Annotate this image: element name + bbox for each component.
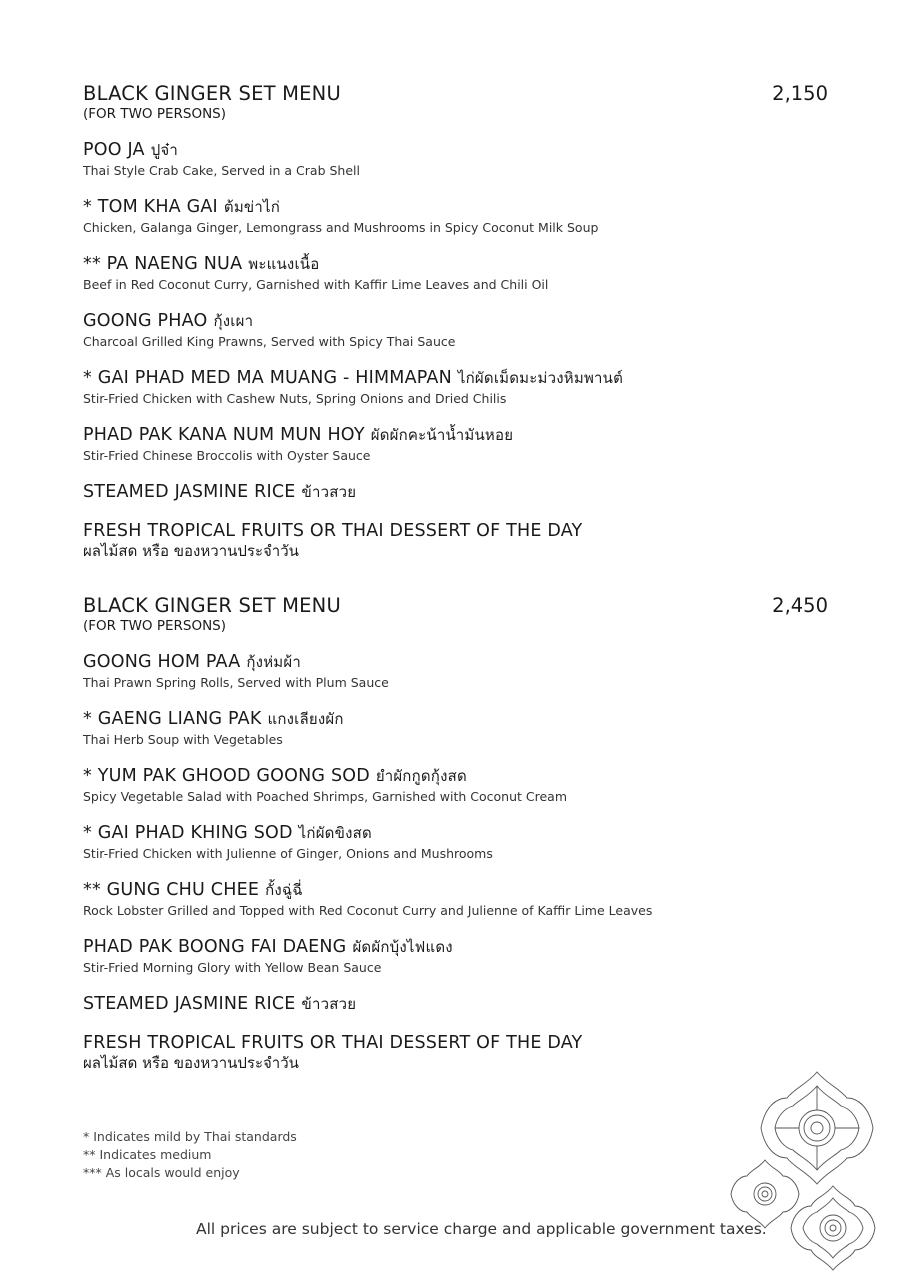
spice-footnotes — [83, 1128, 297, 1182]
set-header — [83, 594, 828, 617]
footnote-mild: * Indicates mild by Thai standards — [83, 1129, 297, 1144]
item-description: Charcoal Grilled King Prawns, Served with Spicy Thai Sauce — [83, 334, 456, 349]
item-thai-name: แกงเลียงผัก — [267, 710, 344, 728]
footnote-medium: ** Indicates medium — [83, 1147, 212, 1162]
item-description: Chicken, Galanga Ginger, Lemongrass and Mushrooms in Spicy Coconut Milk Soup — [83, 220, 599, 235]
set-menu — [83, 594, 828, 1073]
item-description: Thai Prawn Spring Rolls, Served with Plum Sauce — [83, 675, 389, 690]
set-title: BLACK GINGER SET MENU — [83, 82, 341, 105]
menu-item — [83, 1032, 828, 1073]
item-name: * GAI PHAD KHING SOD — [83, 823, 293, 843]
item-name: PHAD PAK KANA NUM MUN HOY — [83, 425, 365, 445]
item-name: POO JA — [83, 140, 145, 160]
menu-item — [83, 765, 828, 805]
set-price: 2,450 — [772, 594, 828, 617]
item-name: ** PA NAENG NUA — [83, 254, 243, 274]
menu-item — [83, 253, 828, 293]
set-price: 2,150 — [772, 82, 828, 105]
item-name: PHAD PAK BOONG FAI DAENG — [83, 937, 347, 957]
item-name-line — [83, 310, 828, 332]
set-subtitle: (FOR TWO PERSONS) — [83, 618, 227, 634]
set-subtitle: (FOR TWO PERSONS) — [83, 106, 227, 122]
set-title: BLACK GINGER SET MENU — [83, 594, 341, 617]
item-name: * YUM PAK GHOOD GOONG SOD — [83, 766, 370, 786]
menu-item — [83, 481, 828, 503]
item-thai-name: พะแนงเนื้อ — [248, 255, 320, 273]
item-thai-name: ยำผักกูดกุ้งสด — [375, 767, 467, 785]
item-name-line — [83, 651, 828, 673]
item-name: FRESH TROPICAL FRUITS OR THAI DESSERT OF THE DAY — [83, 1033, 583, 1053]
item-thai-name: ข้าวสวย — [301, 483, 357, 501]
item-name: * GAENG LIANG PAK — [83, 709, 262, 729]
item-description: Stir-Fried Chicken with Cashew Nuts, Spring Onions and Dried Chilis — [83, 391, 507, 406]
item-name-line — [83, 196, 828, 218]
item-thai-name: กุ้งห่มผ้า — [246, 653, 301, 671]
menu-item — [83, 879, 828, 919]
item-name-line — [83, 520, 828, 542]
menu-item — [83, 424, 828, 464]
menu-item — [83, 139, 828, 179]
item-name-line — [83, 936, 828, 958]
item-name: ** GUNG CHU CHEE — [83, 880, 260, 900]
item-description: Spicy Vegetable Salad with Poached Shrimps, Garnished with Coconut Cream — [83, 789, 567, 804]
item-name-line — [83, 765, 828, 787]
menu-item — [83, 822, 828, 862]
item-name-line — [83, 708, 828, 730]
item-name-line — [83, 139, 828, 161]
menu-page — [83, 82, 828, 1073]
item-thai-name: ปูจ๋า — [150, 141, 179, 159]
item-name-line — [83, 367, 828, 389]
set-header — [83, 82, 828, 105]
set-menu — [83, 82, 828, 561]
item-name: * TOM KHA GAI — [83, 197, 218, 217]
item-thai-line: ผลไม้สด หรือ ของหวานประจำวัน — [83, 1054, 299, 1072]
menu-item — [83, 196, 828, 236]
item-name-line — [83, 822, 828, 844]
item-name: STEAMED JASMINE RICE — [83, 994, 296, 1014]
item-thai-name: ผัดผักคะน้าน้ำมันหอย — [370, 426, 514, 444]
menu-item — [83, 367, 828, 407]
item-thai-name: ข้าวสวย — [301, 995, 357, 1013]
item-thai-line: ผลไม้สด หรือ ของหวานประจำวัน — [83, 542, 299, 560]
item-description: Stir-Fried Chicken with Julienne of Ginger, Onions and Mushrooms — [83, 846, 493, 861]
item-name-line — [83, 424, 828, 446]
item-description: Thai Style Crab Cake, Served in a Crab Shell — [83, 163, 360, 178]
item-thai-name: ไก่ผัดเม็ดมะม่วงหิมพานต์ — [457, 369, 624, 387]
menu-item — [83, 708, 828, 748]
item-name-line — [83, 481, 828, 503]
item-name-line — [83, 253, 828, 275]
item-name-line — [83, 993, 828, 1015]
menu-item — [83, 520, 828, 561]
item-description: Rock Lobster Grilled and Topped with Red Coconut Curry and Julienne of Kaffir Lime Leaves — [83, 903, 653, 918]
item-thai-name: กุ้งเผา — [213, 312, 254, 330]
item-name: FRESH TROPICAL FRUITS OR THAI DESSERT OF THE DAY — [83, 521, 583, 541]
thai-flower-ornament-icon — [725, 1068, 911, 1280]
item-name: * GAI PHAD MED MA MUANG - HIMMAPAN — [83, 368, 452, 388]
item-description: Stir-Fried Morning Glory with Yellow Bean Sauce — [83, 960, 382, 975]
price-disclaimer: All prices are subject to service charge and applicable government taxes. — [196, 1220, 767, 1238]
item-name: STEAMED JASMINE RICE — [83, 482, 296, 502]
item-thai-name: ต้มข่าไก่ — [223, 198, 281, 216]
menu-item — [83, 993, 828, 1015]
menu-item — [83, 310, 828, 350]
item-thai-name: กั้งฉู่ฉี่ — [265, 881, 303, 899]
item-name-line — [83, 879, 828, 901]
item-description: Stir-Fried Chinese Broccolis with Oyster Sauce — [83, 448, 371, 463]
item-name-line — [83, 1032, 828, 1054]
item-name: GOONG HOM PAA — [83, 652, 241, 672]
item-thai-name: ผัดผักบุ้งไฟแดง — [352, 938, 453, 956]
item-name: GOONG PHAO — [83, 311, 208, 331]
item-description: Thai Herb Soup with Vegetables — [83, 732, 283, 747]
menu-item — [83, 936, 828, 976]
item-thai-name: ไก่ผัดขิงสด — [298, 824, 372, 842]
item-description: Beef in Red Coconut Curry, Garnished with Kaffir Lime Leaves and Chili Oil — [83, 277, 549, 292]
menu-item — [83, 651, 828, 691]
footnote-hot: *** As locals would enjoy — [83, 1165, 240, 1180]
